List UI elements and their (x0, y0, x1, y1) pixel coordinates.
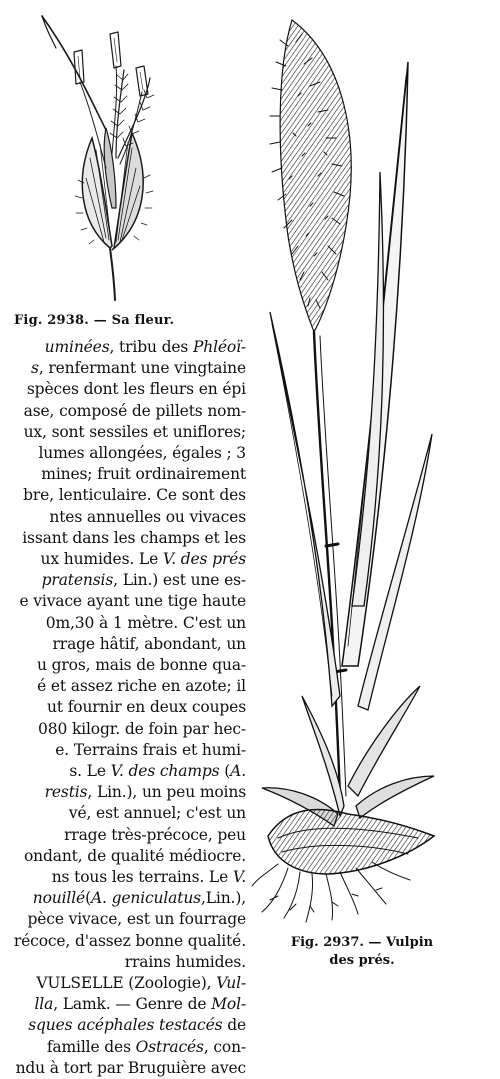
article-italic-run: V. (232, 868, 246, 886)
article-text-run: s. Le (69, 762, 111, 780)
article-italic-run: A. (230, 762, 246, 780)
plant-caption-line-1: Fig. 2937. — Vulpin (290, 935, 434, 950)
article-text-run: issant dans les champs et les (22, 528, 246, 547)
article-line (125, 952, 246, 973)
article-line (28, 909, 246, 930)
article-italic-run: uminées (44, 338, 110, 356)
article-text-run: , Lin.) est une es- (113, 571, 246, 590)
article-text-run: , con- (203, 1037, 246, 1056)
article-text-run: bre, lenticulaire. Ce sont des (23, 486, 246, 505)
article-line (69, 803, 246, 824)
article-line (27, 379, 246, 400)
article-line (36, 973, 246, 994)
article-text-run: pèce vivace, est un fourrage (27, 910, 246, 929)
article-text-run: lumes allongées, égales ; 3 (38, 444, 246, 462)
article-text-run: rrage hâtif, abondant, un (52, 634, 246, 653)
article-italic-run: lla (34, 995, 54, 1014)
article-text-run: vé, est annuel; c'est un (68, 804, 246, 823)
article-text-run: , Lin.), un peu moins (87, 783, 246, 802)
article-line (14, 931, 246, 952)
article-text-run: VULSELLE (Zoologie), (36, 974, 217, 992)
article-text-run: , tribu des (109, 338, 193, 356)
article-line (55, 740, 246, 761)
article-line (37, 655, 246, 676)
plant-figure-caption (262, 934, 462, 970)
article-italic-run: pratensis (41, 571, 114, 590)
article-italic-run: A. geniculatus (90, 889, 201, 908)
article-text-run: rrage très-précoce, peu (64, 825, 246, 844)
article-line (45, 337, 246, 358)
article-line (47, 697, 246, 718)
article-line (69, 761, 246, 782)
article-line (41, 549, 246, 570)
article-line (24, 401, 246, 422)
plant-caption-line-2: des prés. (329, 953, 395, 968)
article-line (41, 464, 246, 485)
article-text-run: de (222, 1016, 246, 1035)
article-text-run: ntes annuelles ou vivaces (49, 507, 246, 526)
article-line (38, 443, 246, 464)
article-text-run: 080 kilogr. de foin par hec- (38, 719, 246, 738)
article-text-run: ase, composé de pillets nom- (23, 401, 246, 420)
article-text-run: ,Lin.), (200, 889, 246, 908)
article-italic-run: restis (44, 783, 88, 802)
article-line (22, 528, 246, 549)
article-text-run: spèces dont les fleurs en épi (26, 380, 246, 399)
article-text-run: rrains humides. (124, 952, 246, 971)
article-line (24, 846, 246, 867)
article-line (45, 782, 246, 803)
article-italic-run: V. des champs (110, 762, 220, 780)
article-text-run: u gros, mais de bonne qua- (37, 656, 246, 674)
flower-figure-caption: Fig. 2938. — Sa fleur. (14, 313, 175, 328)
article-text-run: 0m,30 à 1 mètre. C'est un (45, 613, 246, 632)
flower-illustration (20, 8, 210, 308)
article-text-run: e vivace ayant une tige haute (19, 592, 246, 611)
article-line (23, 485, 246, 506)
article-line (37, 676, 246, 697)
article-text-run: é et assez riche en azote; il (37, 677, 246, 696)
article-line (34, 994, 246, 1015)
article-text-run: ux, sont sessiles et uniflores; (23, 422, 246, 441)
article-line (47, 1037, 246, 1058)
article-line (64, 825, 246, 846)
article-text-run: ndu à tort par Bruguière avec (15, 1058, 246, 1077)
article-text-run: mines; fruit ordinairement (41, 465, 246, 484)
article-italic-run: sques acéphales testacés (28, 1016, 223, 1035)
article-text-run: ns tous les terrains. Le (51, 868, 233, 886)
article-text-run: e. Terrains frais et humi- (55, 740, 246, 759)
article-text-run: , Lamk. — Genre de (53, 995, 212, 1014)
article-line (52, 867, 246, 888)
article-italic-run: Phléoï- (192, 338, 246, 356)
article-line (31, 358, 246, 379)
article-line (16, 1058, 246, 1079)
article-italic-run: Mol- (211, 995, 246, 1014)
article-text-run: ut fournir en deux coupes (47, 698, 246, 717)
article-line (24, 422, 246, 443)
article-text-run: famille des (46, 1037, 136, 1056)
article-italic-run: Vul- (216, 974, 246, 992)
article-italic-run: s (31, 359, 39, 378)
article-text-run: ( (85, 889, 91, 908)
article-italic-run: nouillé (32, 889, 86, 908)
foxtail-grass-illustration (248, 6, 494, 926)
article-line (53, 634, 246, 655)
article-text-column (0, 337, 246, 1077)
article-text-run: ux humides. Le (40, 550, 163, 568)
article-line (49, 507, 246, 528)
article-text-run: ( (219, 762, 231, 780)
article-text-run: , renfermant une vingtaine (38, 359, 246, 378)
article-line (28, 1015, 246, 1036)
article-line (42, 570, 246, 591)
article-line (33, 888, 246, 909)
article-line (19, 591, 246, 612)
article-text-run: récoce, d'assez bonne qualité. (13, 931, 246, 950)
article-text-run: ondant, de qualité médiocre. (23, 846, 246, 865)
article-italic-run: Ostracés (135, 1037, 204, 1056)
article-line (46, 613, 246, 634)
article-italic-run: V. des prés (162, 550, 246, 568)
article-line (38, 719, 246, 740)
